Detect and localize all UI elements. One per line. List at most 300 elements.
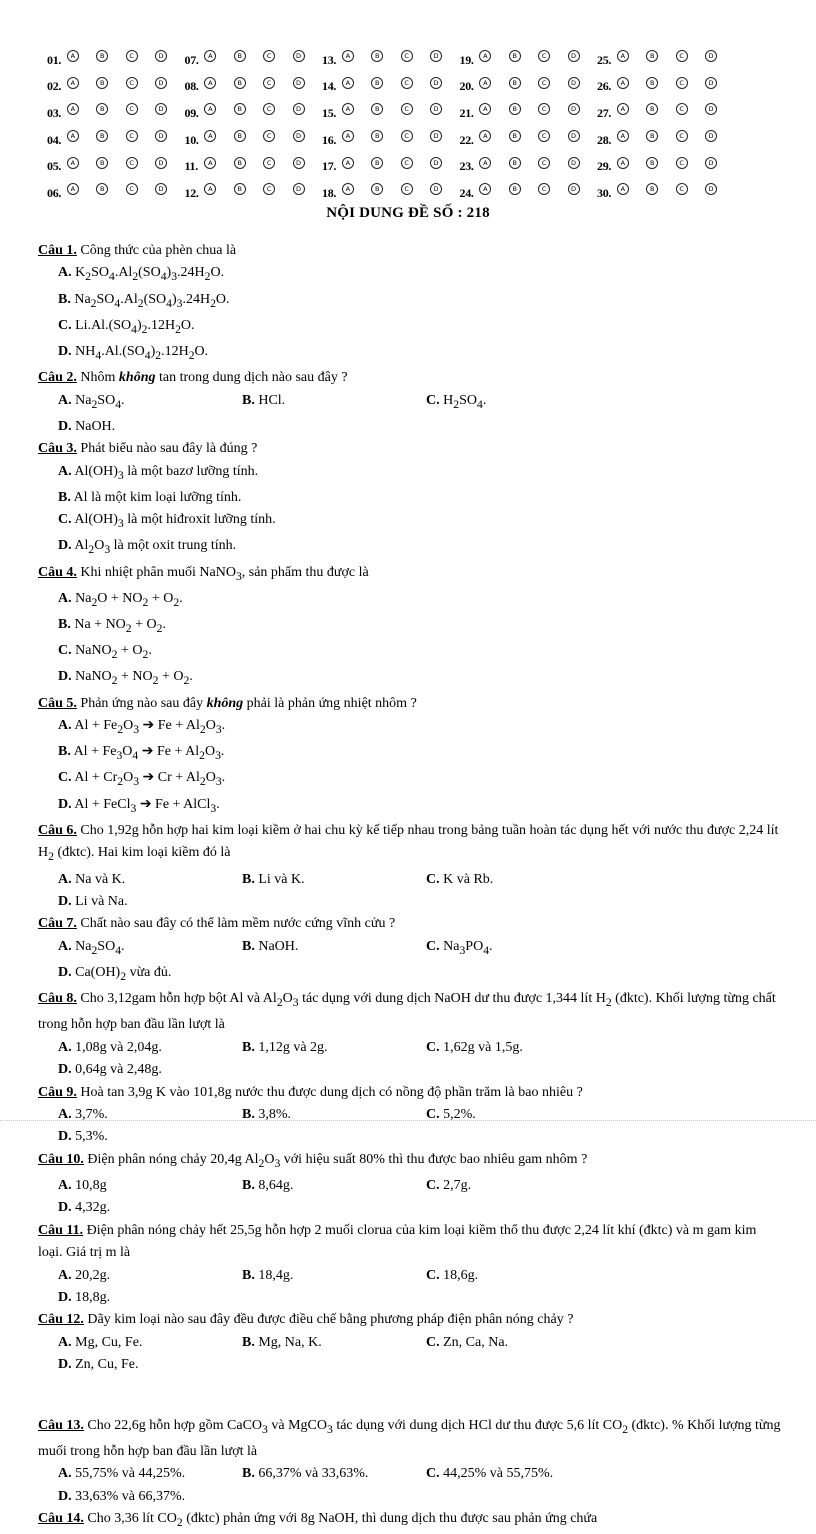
answer-bubble-b[interactable]: B <box>371 103 383 115</box>
answer-bubble-b[interactable]: B <box>371 77 383 89</box>
answer-grid-row <box>47 123 747 150</box>
answer-bubble-a[interactable]: A <box>342 130 354 142</box>
answer-option-c[interactable]: C. 5,2%. <box>426 1106 476 1122</box>
answer-bubble-a[interactable]: A <box>67 77 79 89</box>
answer-option-a[interactable]: A. 10,8g <box>58 1177 107 1193</box>
answer-bubble-b[interactable]: B <box>96 77 108 89</box>
answer-option-a[interactable]: A. 3,7%. <box>58 1106 108 1122</box>
answer-cell <box>47 182 185 200</box>
answer-bubble-b[interactable]: B <box>646 50 658 62</box>
answer-option-a[interactable]: A. $Al + Fe_2O_3$ ➔ $Fe + Al_2O_3$. <box>58 718 226 736</box>
answer-bubble-d[interactable]: D <box>430 157 442 169</box>
answer-option-d[interactable]: D. Li và Na. <box>58 893 128 909</box>
answer-bubble-c[interactable]: C <box>126 103 138 115</box>
question-label: Câu 11. <box>38 1222 84 1238</box>
option-letter: A. <box>58 718 72 734</box>
option-letter: D. <box>58 893 72 909</box>
answer-bubble-b[interactable]: B <box>371 130 383 142</box>
answer-options <box>38 390 782 439</box>
answer-bubble-a[interactable]: A <box>67 183 79 195</box>
answer-number: 02. <box>47 79 62 94</box>
question-stem <box>38 988 782 1037</box>
answer-bubble-b[interactable]: B <box>371 183 383 195</box>
answer-bubble-c[interactable]: C <box>538 130 550 142</box>
answer-cell <box>597 155 735 174</box>
answer-bubble-c[interactable]: C <box>263 130 275 142</box>
answer-bubble-c[interactable]: C <box>676 103 688 115</box>
answer-bubble-d[interactable]: D <box>705 130 717 142</box>
answer-cell <box>47 49 185 67</box>
answer-bubble-a[interactable]: A <box>617 130 629 142</box>
answer-option-c[interactable]: C. Zn, Ca, Na. <box>426 1334 509 1350</box>
answer-cell <box>597 49 735 67</box>
answer-bubble-c[interactable]: C <box>126 130 138 142</box>
answer-bubble-d[interactable]: D <box>293 130 305 142</box>
question <box>38 1309 782 1376</box>
question <box>38 367 782 438</box>
answer-option-a[interactable]: A. $Al(OH)_3$ là một bazơ lưỡng tính. <box>58 463 259 482</box>
answer-option-d[interactable]: D. Zn, Cu, Fe. <box>58 1357 139 1373</box>
answer-number: 17. <box>322 159 337 174</box>
answer-bubble-d[interactable]: D <box>293 157 305 169</box>
option-letter: D. <box>58 796 72 812</box>
option-letter: B. <box>58 489 71 505</box>
option-letter: D. <box>58 1357 72 1373</box>
answer-bubble-b[interactable]: B <box>96 130 108 142</box>
answer-bubble-d[interactable]: D <box>293 183 305 195</box>
answer-option-c[interactable]: C. $Li.Al.(SO_4)_2.12H_2O$. <box>58 317 195 336</box>
answer-option-c[interactable]: C. $Na_3PO_4$. <box>426 938 493 957</box>
answer-number: 12. <box>184 185 199 200</box>
answer-bubble-b[interactable]: B <box>234 50 246 62</box>
answer-bubble-b[interactable]: B <box>509 183 521 195</box>
option-letter: B. <box>242 871 255 887</box>
question-stem <box>38 913 782 935</box>
question-label: Câu 9. <box>38 1084 77 1100</box>
answer-bubble-b[interactable]: B <box>509 50 521 62</box>
answer-bubble-b[interactable]: B <box>234 157 246 169</box>
answer-option-d[interactable]: D. 33,63% và 66,37%. <box>58 1488 186 1504</box>
answer-option-b[interactable]: B. $Na_2SO_4.Al_2(SO_4)_3.24H_2O$. <box>58 291 230 310</box>
answer-bubble-b[interactable]: B <box>509 77 521 89</box>
option-letter: C. <box>426 1039 440 1055</box>
option-letter: D. <box>58 1488 72 1504</box>
answer-options <box>38 262 782 367</box>
option-letter: D. <box>58 1062 72 1078</box>
question <box>38 438 782 561</box>
answer-grid-row <box>47 43 747 70</box>
question-text: Cho 3,36 lít $CO_2$ (đktc) phản ứng với 8g NaOH, thì dung dịch thu được sau phản ứng chứa <box>83 1511 598 1529</box>
question-text: Dãy kim loại nào sau đây đều được điều chế bằng phương pháp điện phân nóng chảy ? <box>83 1312 574 1328</box>
question-stem <box>38 1415 782 1464</box>
answer-bubble-b[interactable]: B <box>234 77 246 89</box>
answer-cell <box>459 49 598 67</box>
answer-number: 09. <box>184 105 199 120</box>
question-text: Cho 22,6g hỗn hợp gồm CaCO$_3$ và MgCO$_3$ tác dụng với dung dịch HCl dư thu được 5,6 lít $CO_2$ (đktc). % Khối lượng từng muối trong hỗn hợp ban đầu lần lượt là <box>38 1417 781 1459</box>
answer-option-d[interactable]: D. 5,3%. <box>58 1129 108 1145</box>
answer-cell <box>459 129 598 147</box>
answer-option-d[interactable]: D. 18,8g. <box>58 1290 111 1305</box>
answer-number: 08. <box>184 79 199 94</box>
answer-option-b[interactable]: B. 3,8%. <box>242 1106 292 1122</box>
question-label: Câu 7. <box>38 916 77 932</box>
answer-bubble-b[interactable]: B <box>509 130 521 142</box>
option-letter: C. <box>58 512 72 528</box>
answer-bubble-b[interactable]: B <box>646 103 658 115</box>
option-letter: A. <box>58 938 72 954</box>
answer-number: 28. <box>597 132 612 147</box>
answer-bubble-a[interactable]: A <box>479 130 491 142</box>
question-text: Điện phân nóng chảy hết 25,5g hỗn hợp 2 muối clorua của kim loại kiềm thổ thu được 2,24 lít khí (đktc) và m gam kim loại. Giá trị m là <box>38 1222 757 1261</box>
question-stem <box>38 1220 782 1265</box>
question <box>38 1082 782 1149</box>
answer-number: 23. <box>459 159 474 174</box>
answer-number: 24. <box>459 185 474 200</box>
answer-bubble-a[interactable]: A <box>342 157 354 169</box>
answer-bubble-d[interactable]: D <box>430 103 442 115</box>
answer-bubble-d[interactable]: D <box>568 50 580 62</box>
option-letter: A. <box>58 1334 72 1350</box>
answer-bubble-d[interactable]: D <box>705 157 717 169</box>
answer-bubble-a[interactable]: A <box>204 50 216 62</box>
answer-bubble-c[interactable]: C <box>676 157 688 169</box>
answer-bubble-a[interactable]: A <box>479 157 491 169</box>
question-label: Câu 1. <box>38 243 77 258</box>
answer-bubble-a[interactable]: A <box>67 157 79 169</box>
answer-number: 11. <box>184 159 198 174</box>
answer-bubble-a[interactable]: A <box>342 77 354 89</box>
answer-option-a[interactable]: A. 20,2g. <box>58 1267 111 1283</box>
answer-cell <box>322 102 460 120</box>
answer-bubble-c[interactable]: C <box>676 77 688 89</box>
answer-option-d[interactable]: D. NaNO$_2$ + $NO_2 + O_2$. <box>58 669 193 688</box>
question-label: Câu 14. <box>38 1511 84 1527</box>
answer-bubble-b[interactable]: B <box>96 50 108 62</box>
answer-bubble-b[interactable]: B <box>509 103 521 115</box>
answer-number: 27. <box>597 105 612 120</box>
answer-cell <box>184 102 323 120</box>
option-letter: D. <box>58 669 72 685</box>
answer-options <box>38 1037 782 1082</box>
answer-option-c[interactable]: C. 18,6g. <box>426 1267 479 1283</box>
answer-number: 25. <box>597 52 612 67</box>
answer-cell <box>322 49 460 67</box>
answer-bubble-c[interactable]: C <box>401 157 413 169</box>
answer-number: 26. <box>597 79 612 94</box>
answer-bubble-c[interactable]: C <box>676 130 688 142</box>
answer-option-a[interactable]: A. 55,75% và 44,25%. <box>58 1466 186 1482</box>
question-stem <box>38 1149 782 1175</box>
answer-bubble-d[interactable]: D <box>155 183 167 195</box>
answer-bubble-d[interactable]: D <box>705 183 717 195</box>
question-label: Câu 2. <box>38 370 77 386</box>
option-letter: C. <box>426 392 440 408</box>
answer-options <box>38 461 782 562</box>
answer-bubble-c[interactable]: C <box>401 77 413 89</box>
answer-bubble-a[interactable]: A <box>617 103 629 115</box>
answer-bubble-c[interactable]: C <box>263 77 275 89</box>
answer-bubble-c[interactable]: C <box>538 157 550 169</box>
question <box>38 1149 782 1220</box>
answer-option-b[interactable]: B. 66,37% và 33,63%. <box>242 1466 369 1482</box>
answer-option-a[interactable]: A. 1,08g và 2,04g. <box>58 1039 162 1055</box>
answer-bubble-a[interactable]: A <box>617 183 629 195</box>
question-label: Câu 8. <box>38 991 77 1007</box>
answer-option-c[interactable]: C. $Al + Cr_2O_3$ ➔ $Cr + Al_2O_3$. <box>58 770 226 789</box>
answer-bubble-b[interactable]: B <box>646 157 658 169</box>
answer-cell <box>47 75 185 94</box>
answer-bubble-a[interactable]: A <box>479 50 491 62</box>
option-letter: C. <box>58 770 72 786</box>
option-letter: B. <box>58 617 71 633</box>
answer-option-d[interactable]: D. $Al_2O_3$ là một oxit trung tính. <box>58 538 237 557</box>
answer-bubble-c[interactable]: C <box>538 77 550 89</box>
question-stem <box>38 820 782 869</box>
answer-bubble-c[interactable]: C <box>126 77 138 89</box>
answer-bubble-d[interactable]: D <box>155 130 167 142</box>
answer-bubble-a[interactable]: A <box>479 103 491 115</box>
question-stem <box>38 1082 782 1104</box>
question-stem <box>38 240 782 262</box>
answer-bubble-a[interactable]: A <box>479 77 491 89</box>
answer-bubble-d[interactable]: D <box>430 183 442 195</box>
answer-bubble-c[interactable]: C <box>263 157 275 169</box>
answer-option-d[interactable]: D. Al + FeCl$_3$ ➔ Fe + AlCl$_3$. <box>58 796 220 815</box>
answer-option-c[interactable]: C. 2,7g. <box>426 1177 472 1193</box>
question-label: Câu 13. <box>38 1417 84 1433</box>
answer-cell <box>597 102 735 120</box>
question <box>38 820 782 913</box>
answer-bubble-a[interactable]: A <box>204 77 216 89</box>
answer-bubble-b[interactable]: B <box>96 183 108 195</box>
answer-bubble-d[interactable]: D <box>155 77 167 89</box>
answer-bubble-b[interactable]: B <box>371 50 383 62</box>
answer-option-d[interactable]: D. 0,64g và 2,48g. <box>58 1062 162 1078</box>
answer-cell <box>184 182 323 200</box>
answer-bubble-c[interactable]: C <box>263 50 275 62</box>
answer-bubble-a[interactable]: A <box>204 130 216 142</box>
answer-grid-row <box>47 149 747 176</box>
answer-bubble-b[interactable]: B <box>234 183 246 195</box>
option-letter: A. <box>58 392 72 408</box>
answer-bubble-c[interactable]: C <box>263 183 275 195</box>
answer-bubble-d[interactable]: D <box>155 157 167 169</box>
answer-bubble-c[interactable]: C <box>126 157 138 169</box>
answer-option-c[interactable]: C. 44,25% và 55,75%. <box>426 1466 554 1482</box>
option-letter: B. <box>242 1267 255 1283</box>
answer-option-a[interactable]: A. Na và K. <box>58 871 126 887</box>
question <box>38 240 782 367</box>
answer-option-b[interactable]: B. Mg, Na, K. <box>242 1334 322 1350</box>
answer-bubble-d[interactable]: D <box>568 77 580 89</box>
answer-number: 29. <box>597 159 612 174</box>
answer-bubble-a[interactable]: A <box>479 183 491 195</box>
answer-option-a[interactable]: A. $Na_2SO_4$. <box>58 392 125 411</box>
option-letter: C. <box>426 938 440 954</box>
answer-option-c[interactable]: C. K và Rb. <box>426 871 494 887</box>
option-letter: B. <box>242 1334 255 1350</box>
answer-cell <box>459 182 598 200</box>
answer-option-b[interactable]: B. 8,64g. <box>242 1177 294 1193</box>
answer-bubble-a[interactable]: A <box>617 157 629 169</box>
question-text: Cho 1,92g hỗn hợp hai kim loại kiềm ở hai chu kỳ kế tiếp nhau trong bảng tuần hoàn tác dụng hết với nước thu được 2,24 lít $H_2$ (đktc). Hai kim loại kiềm đó là <box>38 822 779 864</box>
answer-option-d[interactable]: D. $Ca(OH)_2$ vừa đủ. <box>58 964 172 983</box>
answer-number: 30. <box>597 185 612 200</box>
answer-number: 04. <box>47 132 62 147</box>
question-label: Câu 5. <box>38 695 77 711</box>
question <box>38 988 782 1081</box>
answer-bubble-b[interactable]: B <box>234 103 246 115</box>
answer-bubble-c[interactable]: C <box>263 103 275 115</box>
answer-cell <box>322 182 460 200</box>
option-letter: C. <box>426 1466 440 1482</box>
answer-bubble-b[interactable]: B <box>96 157 108 169</box>
answer-option-c[interactable]: C. $H_2SO_4$. <box>426 392 487 411</box>
answer-bubble-d[interactable]: D <box>568 103 580 115</box>
answer-cell <box>47 155 185 174</box>
answer-option-d[interactable]: D. 4,32g. <box>58 1200 111 1216</box>
answer-option-b[interactable]: B. $Na + NO_2 + O_2$. <box>58 617 166 635</box>
question-label: Câu 12. <box>38 1312 84 1328</box>
question-label: Câu 10. <box>38 1151 84 1167</box>
answer-bubble-d[interactable]: D <box>568 157 580 169</box>
answer-bubble-a[interactable]: A <box>204 183 216 195</box>
option-letter: D. <box>58 538 72 554</box>
answer-bubble-d[interactable]: D <box>430 130 442 142</box>
answer-option-b[interactable]: B. Li và K. <box>242 871 305 887</box>
answer-bubble-a[interactable]: A <box>342 103 354 115</box>
option-letter: C. <box>58 317 72 333</box>
question-stem <box>38 562 782 588</box>
option-letter: A. <box>58 871 72 887</box>
answer-option-b[interactable]: B. NaOH. <box>242 938 299 954</box>
answer-bubble-b[interactable]: B <box>646 183 658 195</box>
answer-bubble-c[interactable]: C <box>676 50 688 62</box>
answer-bubble-d[interactable]: D <box>293 103 305 115</box>
answer-bubble-c[interactable]: C <box>401 103 413 115</box>
answer-bubble-d[interactable]: D <box>155 103 167 115</box>
answer-bubble-a[interactable]: A <box>67 103 79 115</box>
option-letter: D. <box>58 418 72 434</box>
option-letter: C. <box>58 643 72 659</box>
answer-bubble-a[interactable]: A <box>204 157 216 169</box>
question <box>38 913 782 988</box>
answer-cell <box>184 49 323 67</box>
answer-bubble-a[interactable]: A <box>204 103 216 115</box>
answer-option-a[interactable]: A. $K_2SO_4.Al_2(SO_4)_3.24H_2O$. <box>58 265 225 284</box>
answer-bubble-d[interactable]: D <box>568 183 580 195</box>
answer-option-b[interactable]: B. 1,12g và 2g. <box>242 1039 328 1055</box>
answer-bubble-b[interactable]: B <box>371 157 383 169</box>
answer-bubble-c[interactable]: C <box>676 183 688 195</box>
answer-bubble-d[interactable]: D <box>293 77 305 89</box>
option-letter: B. <box>242 392 255 408</box>
question-text: Phát biểu nào sau đây là đúng ? <box>76 441 258 457</box>
answer-option-c[interactable]: C. $Al(OH)_3$ là một hiđroxit lưỡng tính. <box>58 512 276 531</box>
answer-bubble-b[interactable]: B <box>509 157 521 169</box>
answer-option-b[interactable]: B. HCl. <box>242 392 286 408</box>
answer-bubble-c[interactable]: C <box>401 183 413 195</box>
option-letter: A. <box>58 265 72 281</box>
answer-bubble-a[interactable]: A <box>617 50 629 62</box>
answer-bubble-c[interactable]: C <box>538 183 550 195</box>
answer-bubble-c[interactable]: C <box>538 103 550 115</box>
answer-bubble-b[interactable]: B <box>96 103 108 115</box>
answer-option-b[interactable]: B. 18,4g. <box>242 1267 294 1283</box>
answer-cell <box>597 129 735 147</box>
answer-bubble-a[interactable]: A <box>67 130 79 142</box>
answer-bubble-c[interactable]: C <box>401 50 413 62</box>
answer-options <box>38 1104 782 1149</box>
answer-bubble-d[interactable]: D <box>705 103 717 115</box>
answer-option-c[interactable]: C. NaNO$_2$ + $O_2$. <box>58 643 152 662</box>
option-letter: D. <box>58 1200 72 1216</box>
answer-grid-row <box>47 96 747 123</box>
answer-bubble-b[interactable]: B <box>234 130 246 142</box>
answer-bubble-c[interactable]: C <box>126 50 138 62</box>
answer-number: 01. <box>47 52 62 67</box>
answer-option-b[interactable]: B. Al là một kim loại lưỡng tính. <box>58 489 242 505</box>
answer-bubble-a[interactable]: A <box>342 183 354 195</box>
question-stem <box>38 1309 782 1331</box>
option-letter: B. <box>242 1106 255 1122</box>
answer-bubble-d[interactable]: D <box>293 50 305 62</box>
answer-bubble-b[interactable]: B <box>646 130 658 142</box>
question-stem <box>38 693 782 715</box>
answer-number: 05. <box>47 159 62 174</box>
answer-number: 20. <box>459 79 474 94</box>
option-letter: C. <box>426 1267 440 1283</box>
question <box>38 693 782 820</box>
option-letter: D. <box>58 344 72 360</box>
answer-bubble-d[interactable]: D <box>430 50 442 62</box>
answer-bubble-a[interactable]: A <box>67 50 79 62</box>
answer-option-c[interactable]: C. 1,62g và 1,5g. <box>426 1039 523 1055</box>
answer-option-a[interactable]: A. Mg, Cu, Fe. <box>58 1334 143 1350</box>
answer-bubble-d[interactable]: D <box>430 77 442 89</box>
answer-bubble-d[interactable]: D <box>705 77 717 89</box>
answer-option-a[interactable]: A. $Na_2SO_4$. <box>58 938 125 957</box>
option-letter: A. <box>58 1106 72 1122</box>
page-title: NỘI DUNG ĐỀ SỐ : 218 <box>326 205 490 221</box>
answer-option-b[interactable]: B. $Al + Fe_3O_4$ ➔ $Fe + Al_2O_3$. <box>58 744 225 763</box>
answer-options <box>38 1265 782 1310</box>
answer-bubble-c[interactable]: C <box>401 130 413 142</box>
option-letter: D. <box>58 1129 72 1145</box>
option-letter: B. <box>242 1039 255 1055</box>
answer-grid-row <box>47 70 747 97</box>
answer-bubble-b[interactable]: B <box>646 77 658 89</box>
answer-bubble-a[interactable]: A <box>342 50 354 62</box>
answer-option-d[interactable]: D. $NH_4.Al.(SO_4)_2.12H_2O$. <box>58 344 209 362</box>
question-text: Hoà tan 3,9g K vào 101,8g nước thu được dung dịch có nồng độ phần trăm là bao nhiêu ? <box>76 1084 583 1100</box>
answer-bubble-a[interactable]: A <box>617 77 629 89</box>
answer-bubble-c[interactable]: C <box>538 50 550 62</box>
answer-option-a[interactable]: A. $Na_2O + NO_2 + O_2$. <box>58 590 183 609</box>
answer-bubble-d[interactable]: D <box>155 50 167 62</box>
answer-bubble-d[interactable]: D <box>705 50 717 62</box>
answer-bubble-c[interactable]: C <box>126 183 138 195</box>
answer-number: 19. <box>459 52 474 67</box>
question-text: Nhôm không tan trong dung dịch nào sau đây ? <box>76 370 348 386</box>
option-letter: B. <box>58 744 71 760</box>
question-stem <box>38 1508 782 1534</box>
answer-options <box>38 936 782 988</box>
answer-bubble-d[interactable]: D <box>568 130 580 142</box>
answer-option-d[interactable]: D. NaOH. <box>58 418 116 434</box>
answer-number: 18. <box>322 185 337 200</box>
option-letter: C. <box>426 1334 440 1350</box>
